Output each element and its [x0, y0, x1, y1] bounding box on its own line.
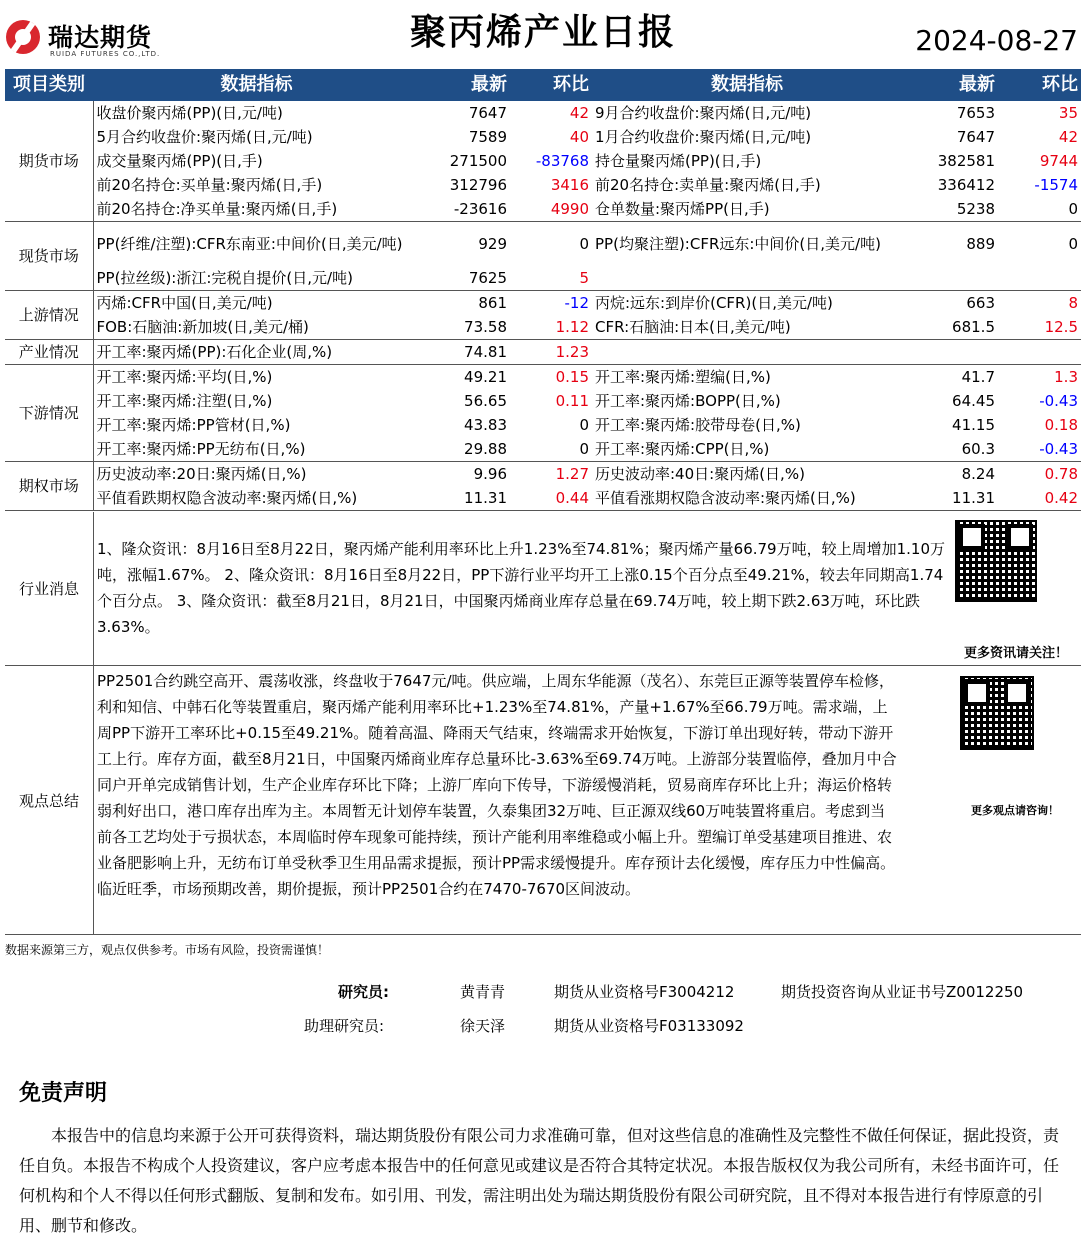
table-row: [5, 340, 1081, 365]
indicator-name-right: 1月合约收盘价:聚丙烯(日,元/吨): [595, 128, 812, 146]
latest-value-right: 11.31: [902, 486, 998, 511]
col-header-latest-left: 最新: [420, 69, 510, 101]
latest-value-left: 312796: [449, 176, 507, 194]
change-value-left: 0: [510, 437, 592, 462]
latest-value-left: 7647: [468, 104, 507, 122]
change-value-left: 1.12: [510, 315, 592, 340]
indicator-name-right: 丙烷:远东:到岸价(CFR)(日,美元/吨): [595, 294, 833, 312]
indicator-name-right: 历史波动率:40日:聚丙烯(日,%): [595, 465, 805, 483]
latest-value-left: 74.81: [420, 340, 510, 365]
indicator-name-left: 前20名持仓:净买单量:聚丙烯(日,手): [93, 197, 420, 222]
indicator-name-left: 开工率:聚丙烯:注塑(日,%): [96, 392, 273, 410]
latest-value-right: [902, 340, 998, 365]
change-value-right: 0: [1068, 235, 1078, 253]
change-value-right: 0.78: [1044, 465, 1078, 483]
change-value-left: 42: [569, 104, 589, 122]
table-body: [5, 101, 1081, 511]
view-label: 观点总结: [5, 666, 94, 934]
col-header-indicator-right: 数据指标: [592, 69, 902, 101]
table-row: [5, 365, 1081, 390]
latest-value-right: [902, 266, 998, 291]
change-value-left: 4990: [510, 197, 592, 222]
col-header-change-right: 环比: [998, 69, 1081, 101]
table-row: [5, 197, 1081, 222]
change-value-right: 0.42: [998, 486, 1081, 511]
table-row: [5, 291, 1081, 316]
latest-value-right: 889: [966, 235, 995, 253]
category-cell: 下游情况: [5, 365, 93, 462]
view-qr-code-icon: [960, 676, 1034, 750]
change-value-right: 0.18: [1044, 416, 1078, 434]
view-text: PP2501合约跳空高开、震荡收涨，终盘收于7647元/吨。供应端，上周东华能源（茂名）、东莞巨正源等装置停车检修，利和知信、中韩石化等装置重启，聚丙烯产能利用率环比+1.23%至74.81%，产量+1.67%至66.79万吨。需求端，上周PP下游开工率环比+0.15至49.21%。随着高温、降雨天气结束，终端需求开始恢复，下游订单出现好转，带动下游开工上行。库存方面，截至8月21日，中国聚丙烯商业库存总量环比-3.63%至69.74万吨。上游部分装置临停，叠加月中合同户开单完成销售计划，生产企业库存环比下降；上游厂库向下传导，下游缓慢消耗，贸易商库存环比上升；海运价格转弱利好出口，港口库存出库为主。本周暂无计划停车装置，久泰集团32万吨、巨正源双线60万吨装置将重启。考虑到当前各工艺均处于亏损状态，本周临时停车现象可能持续，预计产能利用率维稳或小幅上升。塑编订单受基建项目推进、农业备肥影响上升，无纺布订单受秋季卫生用品需求提振，预计PP需求缓慢提升。库存预计去化缓慢，库存压力中性偏高。临近旺季，市场预期改善，期价提振，预计PP2501合约在7470-7670区间波动。: [97, 672, 897, 898]
indicator-name-left: 前20名持仓:买单量:聚丙烯(日,手): [96, 176, 323, 194]
latest-value-right: 64.45: [952, 392, 995, 410]
indicator-name-left: 5月合约收盘价:聚丙烯(日,元/吨): [96, 128, 313, 146]
latest-value-left: -23616: [420, 197, 510, 222]
table-row: [5, 222, 1081, 267]
change-value-right: 42: [1058, 128, 1078, 146]
latest-value-right: 60.3: [902, 437, 998, 462]
change-value-right: -0.43: [1039, 392, 1078, 410]
indicator-name-right: 开工率:聚丙烯:塑编(日,%): [595, 368, 771, 386]
change-value-left: 0.15: [555, 368, 589, 386]
table-row: [5, 413, 1081, 437]
researcher-cert-1: 期货从业资格号F3004212: [554, 983, 735, 1001]
change-value-right: 1.3: [1054, 368, 1078, 386]
table-row: [5, 266, 1081, 291]
indicator-name-left: 丙烯:CFR中国(日,美元/吨): [96, 294, 273, 312]
indicator-name-left: 开工率:聚丙烯:PP无纺布(日,%): [93, 437, 420, 462]
change-value-left: 1.23: [510, 340, 592, 365]
indicator-name-right: 前20名持仓:卖单量:聚丙烯(日,手): [595, 176, 821, 194]
latest-value-right: 8.24: [961, 465, 995, 483]
category-cell: 产业情况: [5, 340, 93, 365]
indicator-name-right: 持仓量聚丙烯(PP)(日,手): [595, 152, 762, 170]
change-value-left: 0: [579, 235, 589, 253]
source-note: 数据来源第三方，观点仅供参考。市场有风险，投资需谨慎！: [5, 943, 330, 957]
indicator-name-right: [592, 340, 902, 365]
latest-value-left: 271500: [449, 152, 507, 170]
change-value-left: 0: [579, 416, 589, 434]
indicator-name-right: PP(均聚注塑):CFR远东:中间价(日,美元/吨): [595, 235, 881, 253]
change-value-left: -83768: [535, 152, 589, 170]
latest-value-right: 336412: [937, 176, 995, 194]
report-header: [0, 0, 1086, 64]
assistant-label: 助理研究员:: [304, 1017, 385, 1035]
change-value-left: -12: [564, 294, 589, 312]
latest-value-left: 861: [478, 294, 507, 312]
latest-value-right: 382581: [937, 152, 995, 170]
category-cell: 期权市场: [5, 462, 93, 511]
latest-value-right: 7647: [956, 128, 995, 146]
industry-news-section: [5, 512, 1081, 666]
brand-name: 瑞达期货: [48, 23, 153, 52]
indicator-name-left: FOB:石脑油:新加坡(日,美元/桶): [93, 315, 420, 340]
change-value-right: 9744: [1039, 152, 1078, 170]
indicator-name-left: 成交量聚丙烯(PP)(日,手): [96, 152, 263, 170]
latest-value-right: 41.7: [961, 368, 995, 386]
indicator-name-left: 开工率:聚丙烯(PP):石化企业(周,%): [93, 340, 420, 365]
indicator-name-left: 开工率:聚丙烯:平均(日,%): [96, 368, 273, 386]
disclaimer-text: 本报告中的信息均来源于公开可获得资料，瑞达期货股份有限公司力求准确可靠，但对这些信息的准确性及完整性不做任何保证，据此投资，责任自负。本报告不构成个人投资建议，客户应考虑本报告中的任何意见或建议是否符合其特定状况。本报告版权仅为我公司所有，未经书面许可，任何机构和个人不得以任何形式翻版、复制和发布。如引用、刊发，需注明出处为瑞达期货股份有限公司研究院，且不得对本报告进行有悖原意的引用、删节和修改。: [19, 1126, 1060, 1235]
researcher-name: 黄青青: [460, 983, 506, 1001]
assistant-name: 徐天泽: [460, 1017, 506, 1035]
report-date: 2024-08-27: [915, 24, 1078, 57]
change-value-right: 8: [1068, 294, 1078, 312]
indicator-name-right: 9月合约收盘价:聚丙烯(日,元/吨): [595, 104, 812, 122]
latest-value-right: 7653: [956, 104, 995, 122]
indicator-name-right: CFR:石脑油:日本(日,美元/吨): [592, 315, 902, 340]
change-value-left: 1.27: [555, 465, 589, 483]
indicator-name-right: 开工率:聚丙烯:BOPP(日,%): [595, 392, 781, 410]
assistant-cert: 期货从业资格号F03133092: [554, 1017, 744, 1035]
col-header-category: 项目类别: [5, 69, 93, 101]
col-header-change-left: 环比: [510, 69, 592, 101]
table-row: [5, 101, 1081, 125]
view-summary-section: [5, 666, 1081, 935]
col-header-latest-right: 最新: [902, 69, 998, 101]
indicator-name-right: 平值看涨期权隐含波动率:聚丙烯(日,%): [592, 486, 902, 511]
indicator-name-left: PP(纤维/注塑):CFR东南亚:中间价(日,美元/吨): [96, 235, 403, 253]
table-row: [5, 389, 1081, 413]
latest-value-right: 41.15: [952, 416, 995, 434]
latest-value-right: 681.5: [902, 315, 998, 340]
news-text: 1、隆众资讯：8月16日至8月22日，聚丙烯产能利用率环比上升1.23%至74.81%；聚丙烯产量66.79万吨，较上周增加1.10万吨，涨幅1.67%。 2、隆众资讯：8月16日至8月22日，PP下游行业平均开工上涨0.15个百分点至49.21%，较去年同期高1.74个百分点。 3、隆众资讯：截至8月21日，8月21日，中国聚丙烯商业库存总量在69.74万吨，较上期下跌2.63万吨，环比跌3.63%。: [97, 540, 945, 636]
news-qr-code-icon: [955, 520, 1037, 602]
table-row: [5, 437, 1081, 462]
change-value-right: 12.5: [998, 315, 1081, 340]
change-value-right: 0: [998, 197, 1081, 222]
data-table: [5, 69, 1081, 511]
latest-value-left: 29.88: [420, 437, 510, 462]
indicator-name-right: 仓单数量:聚丙烯PP(日,手): [592, 197, 902, 222]
report-title: 聚丙烯产业日报: [409, 12, 676, 53]
latest-value-left: 56.65: [464, 392, 507, 410]
disclaimer-title: 免责声明: [19, 1081, 108, 1106]
change-value-right: -0.43: [998, 437, 1081, 462]
col-header-indicator-left: 数据指标: [93, 69, 420, 101]
change-value-left: 3416: [550, 176, 589, 194]
category-cell: 现货市场: [5, 222, 93, 291]
latest-value-left: 7589: [468, 128, 507, 146]
latest-value-left: 929: [478, 235, 507, 253]
indicator-name-right: [592, 266, 902, 291]
change-value-right: [998, 266, 1081, 291]
category-cell: 期货市场: [5, 101, 93, 222]
indicator-name-right: 开工率:聚丙烯:CPP(日,%): [592, 437, 902, 462]
latest-value-left: 7625: [420, 266, 510, 291]
latest-value-left: 11.31: [420, 486, 510, 511]
change-value-left: 40: [569, 128, 589, 146]
indicator-name-left: 收盘价聚丙烯(PP)(日,元/吨): [96, 104, 283, 122]
change-value-right: [998, 340, 1081, 365]
category-cell: 上游情况: [5, 291, 93, 340]
indicator-name-left: 历史波动率:20日:聚丙烯(日,%): [96, 465, 307, 483]
latest-value-right: 5238: [902, 197, 998, 222]
change-value-right: 35: [1058, 104, 1078, 122]
latest-value-left: 73.58: [420, 315, 510, 340]
latest-value-left: 49.21: [464, 368, 507, 386]
indicator-name-left: 平值看跌期权隐含波动率:聚丙烯(日,%): [93, 486, 420, 511]
table-row: [5, 173, 1081, 197]
table-row: [5, 486, 1081, 511]
indicator-name-left: 开工率:聚丙烯:PP管材(日,%): [96, 416, 291, 434]
latest-value-right: 663: [966, 294, 995, 312]
news-qr-caption: 更多资讯请关注！: [963, 646, 1068, 661]
table-row: [5, 149, 1081, 173]
researcher-label: 研究员:: [338, 983, 389, 1001]
brand-english: RUIDA FUTURES CO.,LTD.: [50, 50, 161, 58]
researcher-cert-2: 期货投资咨询从业证书号Z0012250: [781, 983, 1024, 1001]
table-row: [5, 315, 1081, 340]
latest-value-left: 9.96: [473, 465, 507, 483]
change-value-left: 0.11: [555, 392, 589, 410]
view-qr-caption: 更多观点请咨询！: [971, 804, 1059, 817]
table-header-row: [5, 69, 1081, 101]
change-value-left: 0.44: [510, 486, 592, 511]
news-label: 行业消息: [5, 512, 94, 665]
latest-value-left: 43.83: [464, 416, 507, 434]
change-value-right: -1574: [1034, 176, 1078, 194]
table-row: [5, 462, 1081, 487]
indicator-name-right: 开工率:聚丙烯:胶带母卷(日,%): [595, 416, 801, 434]
indicator-name-left: PP(拉丝级):浙江:完税自提价(日,元/吨): [93, 266, 420, 291]
table-row: [5, 125, 1081, 149]
change-value-left: 5: [510, 266, 592, 291]
